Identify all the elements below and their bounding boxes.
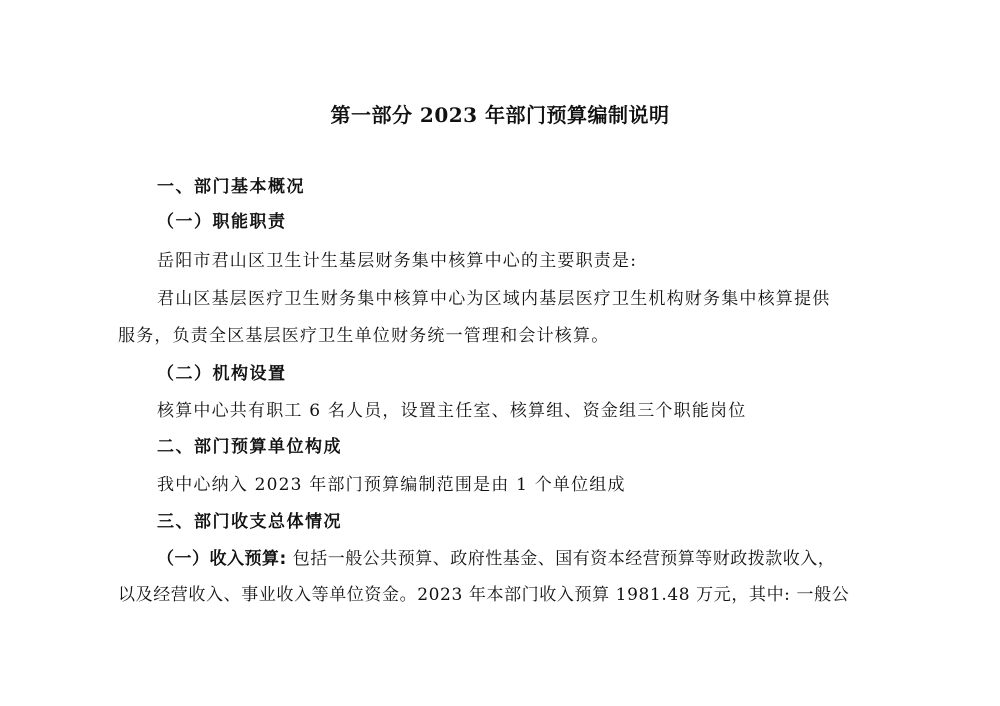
subheading-organization: （二）机构设置 [157,364,287,384]
section-heading-budget-units: 二、部门预算单位构成 [157,437,342,457]
revenue-budget-line-1 [157,547,835,571]
organization-text: 核算中心共有职工 6 名人员，设置主任室、核算组、资金组三个职能岗位 [157,401,747,421]
subheading-functions: （一）职能职责 [157,212,287,232]
functions-paragraph-line-2: 服务，负责全区基层医疗卫生单位财务统一管理和会计核算。 [118,326,610,346]
revenue-budget-label: （一）收入预算: [157,549,287,569]
section-heading-revenue-expenditure: 三、部门收支总体情况 [157,512,342,532]
section-heading-basic-overview: 一、部门基本概况 [157,177,305,197]
functions-intro: 岳阳市君山区卫生计生基层财务集中核算中心的主要职责是: [157,251,638,271]
revenue-budget-text: 包括一般公共预算、政府性基金、国有资本经营预算等财政拨款收入， [286,549,836,569]
budget-units-text: 我中心纳入 2023 年部门预算编制范围是由 1 个单位组成 [157,475,626,495]
revenue-budget-line-2: 以及经营收入、事业收入等单位资金。2023 年本部门收入预算 1981.48 万元，其中: 一般公 [118,585,850,605]
page-title: 第一部分 2023 年部门预算编制说明 [330,103,670,127]
functions-paragraph-line-1: 君山区基层医疗卫生财务集中核算中心为区域内基层医疗卫生机构财务集中核算提供 [157,289,831,309]
